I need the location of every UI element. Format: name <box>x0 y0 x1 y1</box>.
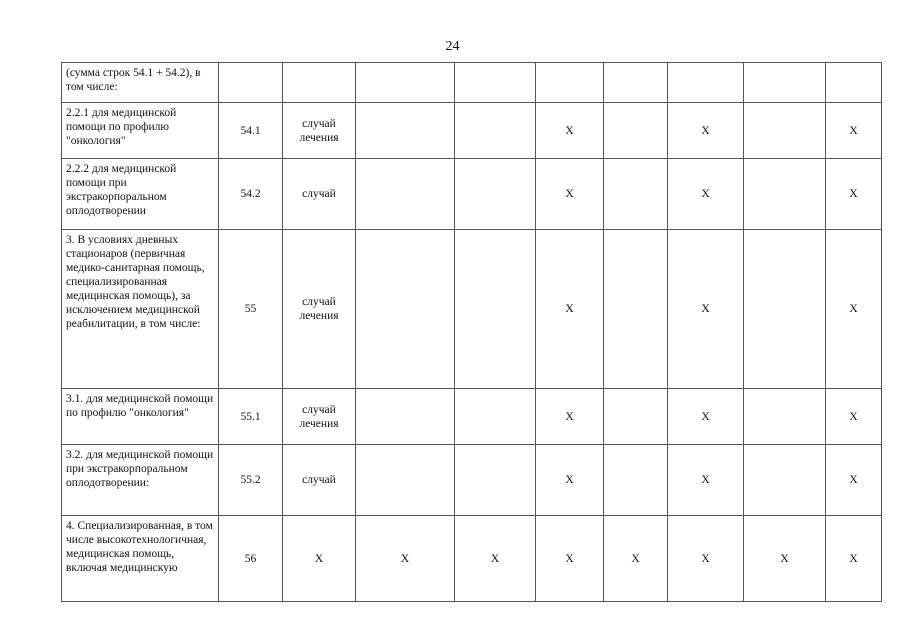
value-cell <box>604 159 668 230</box>
row-name-cell: 2.2.1 для медицинской помощи по профилю "онкология" <box>62 103 219 159</box>
value-cell: X <box>668 445 744 516</box>
value-cell <box>455 63 536 103</box>
row-name-cell: 2.2.2 для медицинской помощи при экстракорпоральном оплодотворении <box>62 159 219 230</box>
value-cell <box>356 159 455 230</box>
row-name-cell: 3.2. для медицинской помощи при экстракорпоральном оплодотворении: <box>62 445 219 516</box>
data-table <box>61 62 882 602</box>
row-unit-cell <box>283 63 356 103</box>
value-cell <box>356 445 455 516</box>
value-cell: X <box>668 389 744 445</box>
value-cell: X <box>826 445 882 516</box>
value-cell: X <box>536 230 604 389</box>
row-code-cell: 54.2 <box>219 159 283 230</box>
value-cell <box>744 230 826 389</box>
value-cell: X <box>536 516 604 602</box>
value-cell: X <box>826 159 882 230</box>
row-unit-cell: случай лечения <box>283 389 356 445</box>
value-cell <box>536 63 604 103</box>
value-cell <box>744 103 826 159</box>
value-cell <box>744 63 826 103</box>
value-cell: X <box>668 230 744 389</box>
row-name-cell: 3. В условиях дневных стационаров (первичная медико-санитарная помощь, специализированная медицинская помощь), за исключением медицинской реабилитации, в том числе: <box>62 230 219 389</box>
value-cell <box>668 63 744 103</box>
value-cell <box>455 230 536 389</box>
value-cell <box>744 389 826 445</box>
value-cell: X <box>826 230 882 389</box>
row-code-cell: 55.2 <box>219 445 283 516</box>
value-cell: X <box>744 516 826 602</box>
value-cell: X <box>668 516 744 602</box>
value-cell: X <box>604 516 668 602</box>
value-cell: X <box>536 159 604 230</box>
row-unit-cell: случай лечения <box>283 103 356 159</box>
table-row <box>62 389 882 445</box>
value-cell: X <box>668 159 744 230</box>
table-row <box>62 516 882 602</box>
row-code-cell: 55.1 <box>219 389 283 445</box>
row-unit-cell: случай <box>283 159 356 230</box>
page-number: 24 <box>445 39 460 54</box>
value-cell: X <box>455 516 536 602</box>
row-code-cell: 56 <box>219 516 283 602</box>
table-row <box>62 63 882 103</box>
value-cell <box>604 445 668 516</box>
value-cell <box>455 445 536 516</box>
value-cell: X <box>536 103 604 159</box>
row-name-cell: (сумма строк 54.1 + 54.2), в том числе: <box>62 63 219 103</box>
value-cell <box>604 230 668 389</box>
value-cell: X <box>536 389 604 445</box>
value-cell <box>744 445 826 516</box>
table-row <box>62 230 882 389</box>
value-cell: X <box>826 389 882 445</box>
value-cell <box>356 389 455 445</box>
table-row <box>62 159 882 230</box>
value-cell <box>604 389 668 445</box>
value-cell: X <box>826 516 882 602</box>
table-row <box>62 445 882 516</box>
value-cell: X <box>356 516 455 602</box>
row-unit-cell: X <box>283 516 356 602</box>
row-code-cell <box>219 63 283 103</box>
value-cell: X <box>668 103 744 159</box>
row-code-cell: 55 <box>219 230 283 389</box>
value-cell <box>356 230 455 389</box>
value-cell <box>826 63 882 103</box>
value-cell <box>604 103 668 159</box>
row-code-cell: 54.1 <box>219 103 283 159</box>
value-cell: X <box>826 103 882 159</box>
value-cell <box>455 103 536 159</box>
row-unit-cell: случай лечения <box>283 230 356 389</box>
value-cell <box>356 63 455 103</box>
row-name-cell: 3.1. для медицинской помощи по профилю "онкология" <box>62 389 219 445</box>
row-unit-cell: случай <box>283 445 356 516</box>
value-cell <box>356 103 455 159</box>
value-cell <box>744 159 826 230</box>
value-cell: X <box>536 445 604 516</box>
row-name-cell: 4. Специализированная, в том числе высокотехнологичная, медицинская помощь, включая медицинскую <box>62 516 219 602</box>
table-row <box>62 103 882 159</box>
value-cell <box>455 389 536 445</box>
value-cell <box>455 159 536 230</box>
value-cell <box>604 63 668 103</box>
